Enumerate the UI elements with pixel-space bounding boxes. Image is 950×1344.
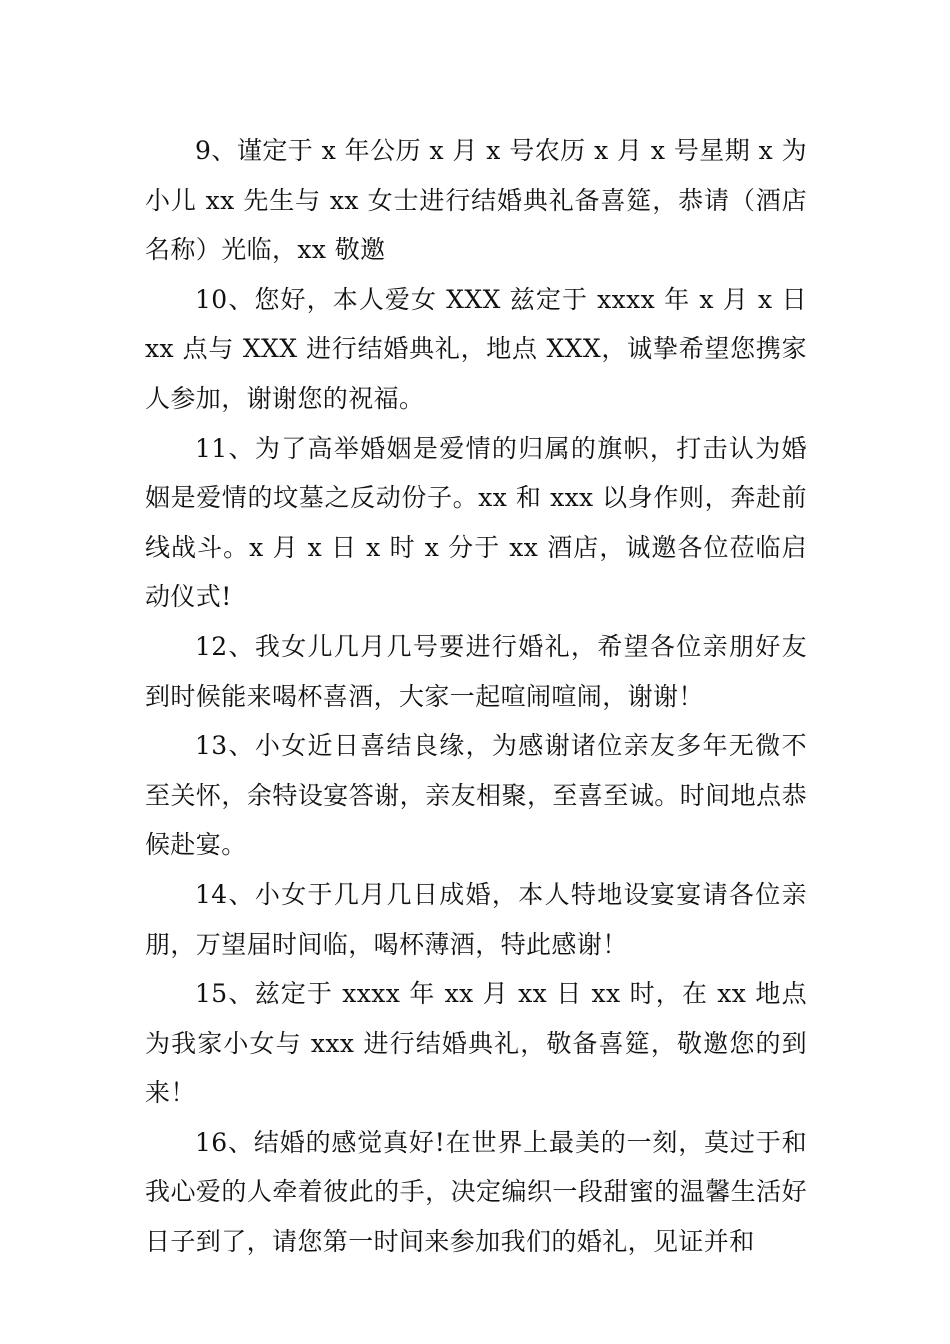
paragraph-16: 16、结婚的感觉真好!在世界上最美的一刻，莫过于和我心爱的人牵着彼此的手，决定编织一段甜蜜的温馨生活好日子到了，请您第一时间来参加我们的婚礼，见证并和: [145, 1127, 807, 1257]
document-body: [145, 126, 807, 1267]
paragraph-14: 14、小女于几月几日成婚，本人特地设宴宴请各位亲朋，万望届时间临，喝杯薄酒，特此感谢！: [145, 879, 807, 959]
paragraph-10: 10、您好，本人爱女 XXX 兹定于 xxxx 年 x 月 x 日 xx 点与 XXX 进行结婚典礼，地点 XXX，诚挚希望您携家人参加，谢谢您的祝福。: [145, 284, 807, 413]
paragraph-11: 11、为了高举婚姻是爱情的归属的旗帜，打击认为婚姻是爱情的坟墓之反动份子。xx 和 xxx 以身作则，奔赴前线战斗。x 月 x 日 x 时 x 分于 xx 酒店，诚邀各位莅临启动仪式!: [145, 433, 807, 612]
paragraph-13: 13、小女近日喜结良缘，为感谢诸位亲友多年无微不至关怀，余特设宴答谢，亲友相聚，至喜至诚。时间地点恭候赴宴。: [145, 731, 807, 860]
paragraph-9: 9、谨定于 x 年公历 x 月 x 号农历 x 月 x 号星期 x 为小儿 xx 先生与 xx 女士进行结婚典礼备喜筵，恭请（酒店名称）光临，xx 敬邀: [145, 136, 807, 265]
paragraph-12: 12、我女儿几月几号要进行婚礼，希望各位亲朋好友到时候能来喝杯喜酒，大家一起喧闹喧闹，谢谢！: [145, 631, 807, 711]
paragraph-15: 15、兹定于 xxxx 年 xx 月 xx 日 xx 时，在 xx 地点为我家小女与 xxx 进行结婚典礼，敬备喜筵，敬邀您的到来！: [145, 979, 807, 1108]
